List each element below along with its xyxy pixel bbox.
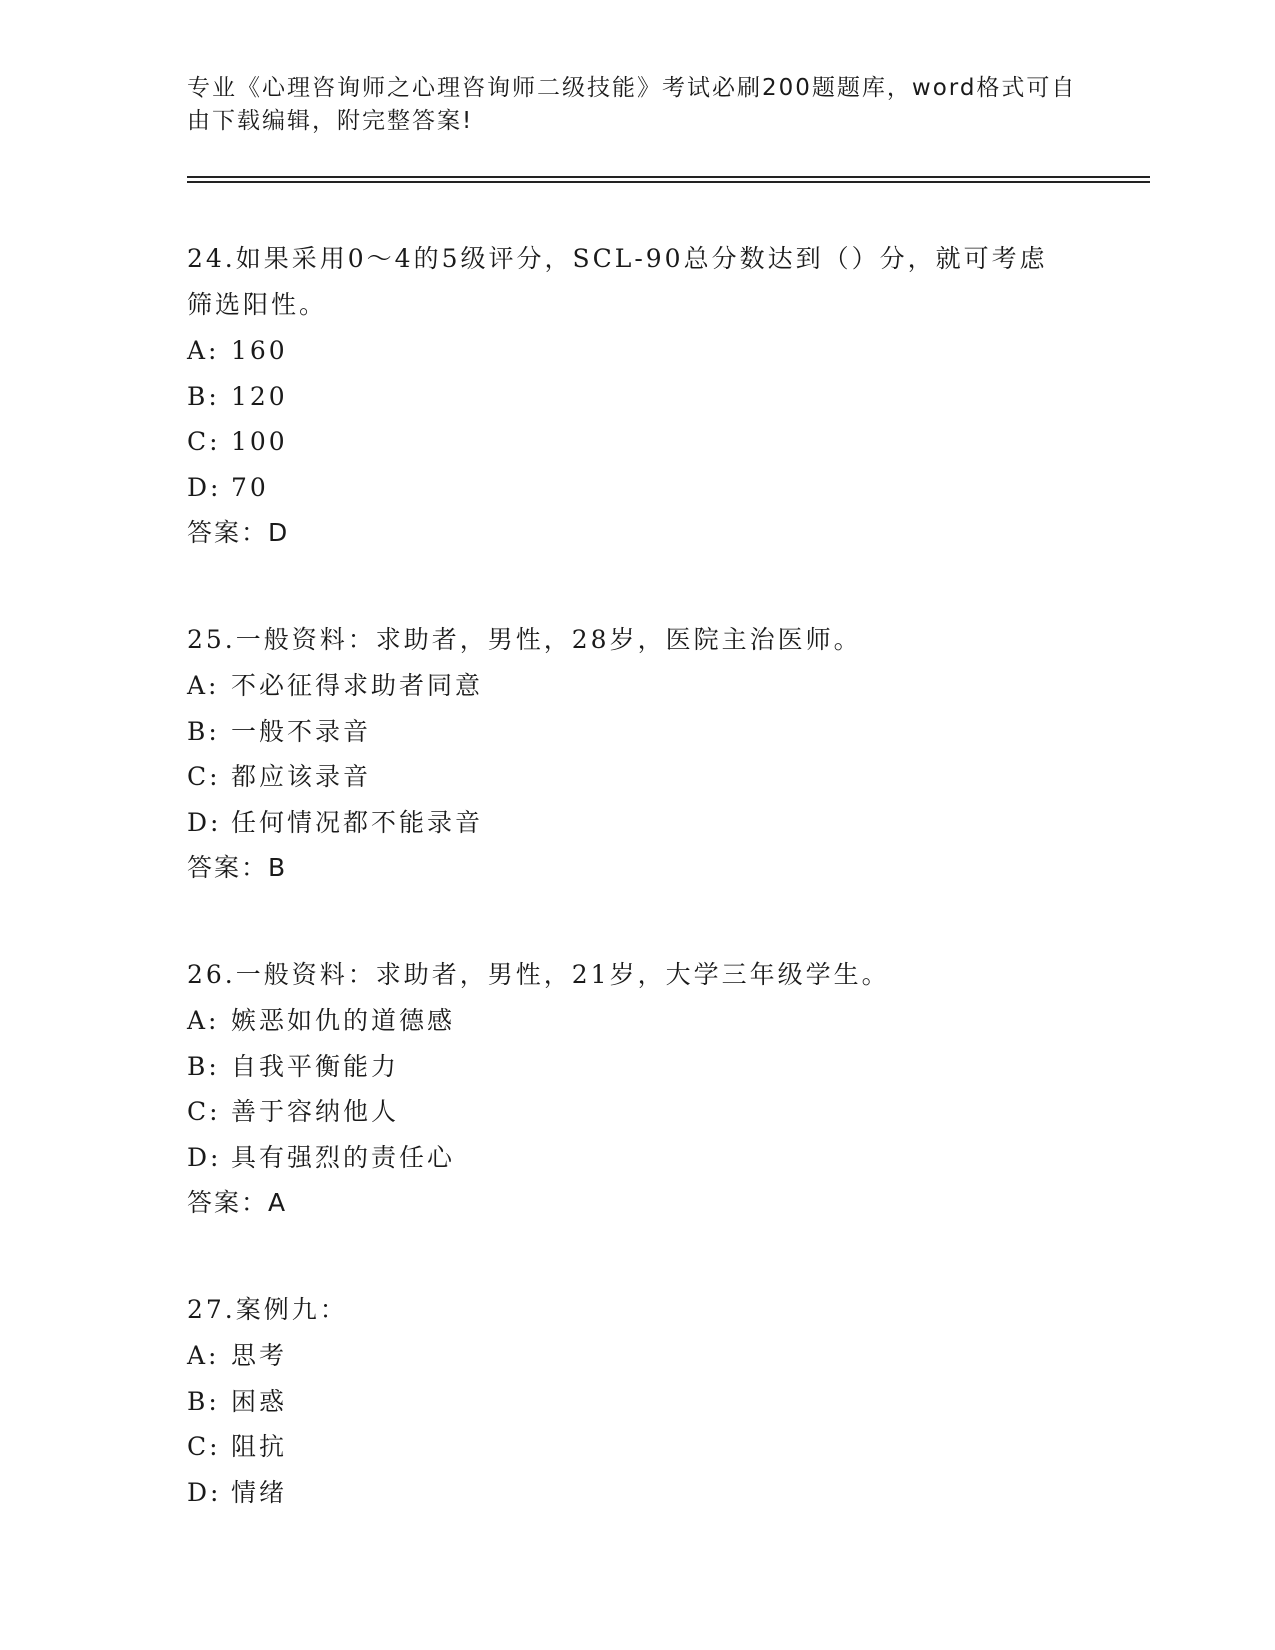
question-item [187,1287,1087,1515]
option-b [187,709,1087,755]
option-c [187,1424,1087,1470]
option-key: A: [187,671,220,700]
option-text: 嫉恶如仇的道德感 [231,1006,456,1035]
option-text: 自我平衡能力 [231,1051,400,1081]
option-d [187,1135,1087,1181]
option-key: C: [187,1097,221,1126]
option-a [187,998,1087,1044]
option-key: D: [187,1477,222,1507]
option-text: 情绪 [231,1477,288,1507]
option-key: C: [187,762,221,791]
question-stem-line: 24.如果采用0～4的5级评分，SCL-90总分数达到（）分，就可考虑 [187,244,1048,273]
option-text: 思考 [231,1341,288,1370]
option-text: 120 [231,381,288,411]
option-key: B: [187,1051,220,1081]
option-text: 70 [231,472,269,502]
option-text: 具有强烈的责任心 [231,1142,456,1172]
option-b [187,1379,1087,1425]
question-item [187,952,1087,1225]
option-a [187,1333,1087,1379]
option-b [187,374,1087,420]
option-key: C: [187,1432,221,1461]
option-d [187,465,1087,511]
option-key: D: [187,472,222,502]
question-stem-line: 26.一般资料：求助者，男性，21岁，大学三年级学生。 [187,960,890,989]
answer-line: 答案：D [187,518,290,547]
header-line-2: 由下载编辑，附完整答案! [187,108,474,134]
option-text: 160 [231,336,288,365]
option-text: 一般不录音 [231,716,372,746]
header-divider-top [187,176,1150,178]
option-key: A: [187,1341,220,1370]
option-text: 100 [231,427,288,456]
question-list [187,236,1087,1577]
option-c [187,1089,1087,1135]
answer-line: 答案：A [187,1188,288,1217]
option-b [187,1044,1087,1090]
option-key: B: [187,381,220,411]
option-key: C: [187,427,221,456]
option-text: 阻抗 [231,1432,288,1461]
option-key: B: [187,1386,220,1416]
option-text: 都应该录音 [231,762,372,791]
answer-line: 答案：B [187,853,288,882]
option-key: A: [187,336,220,365]
option-d [187,1470,1087,1516]
option-c [187,419,1087,465]
option-text: 困惑 [231,1386,288,1416]
option-a [187,328,1087,374]
option-key: B: [187,716,220,746]
option-key: A: [187,1006,220,1035]
option-d [187,800,1087,846]
option-text: 任何情况都不能录音 [231,807,484,837]
option-a [187,663,1087,709]
document-header [187,72,1087,138]
option-text: 善于容纳他人 [231,1097,400,1126]
header-divider-bottom [187,181,1150,183]
question-item [187,617,1087,890]
question-stem-line: 27.案例九： [187,1295,348,1324]
option-text: 不必征得求助者同意 [231,671,484,700]
question-stem-line: 筛选阳性。 [187,290,328,319]
question-item [187,236,1087,555]
option-c [187,754,1087,800]
header-line-1: 专业《心理咨询师之心理咨询师二级技能》考试必刷200题题库，word格式可自 [187,75,1077,101]
option-key: D: [187,807,222,837]
option-key: D: [187,1142,222,1172]
question-stem-line: 25.一般资料：求助者，男性，28岁，医院主治医师。 [187,625,862,654]
